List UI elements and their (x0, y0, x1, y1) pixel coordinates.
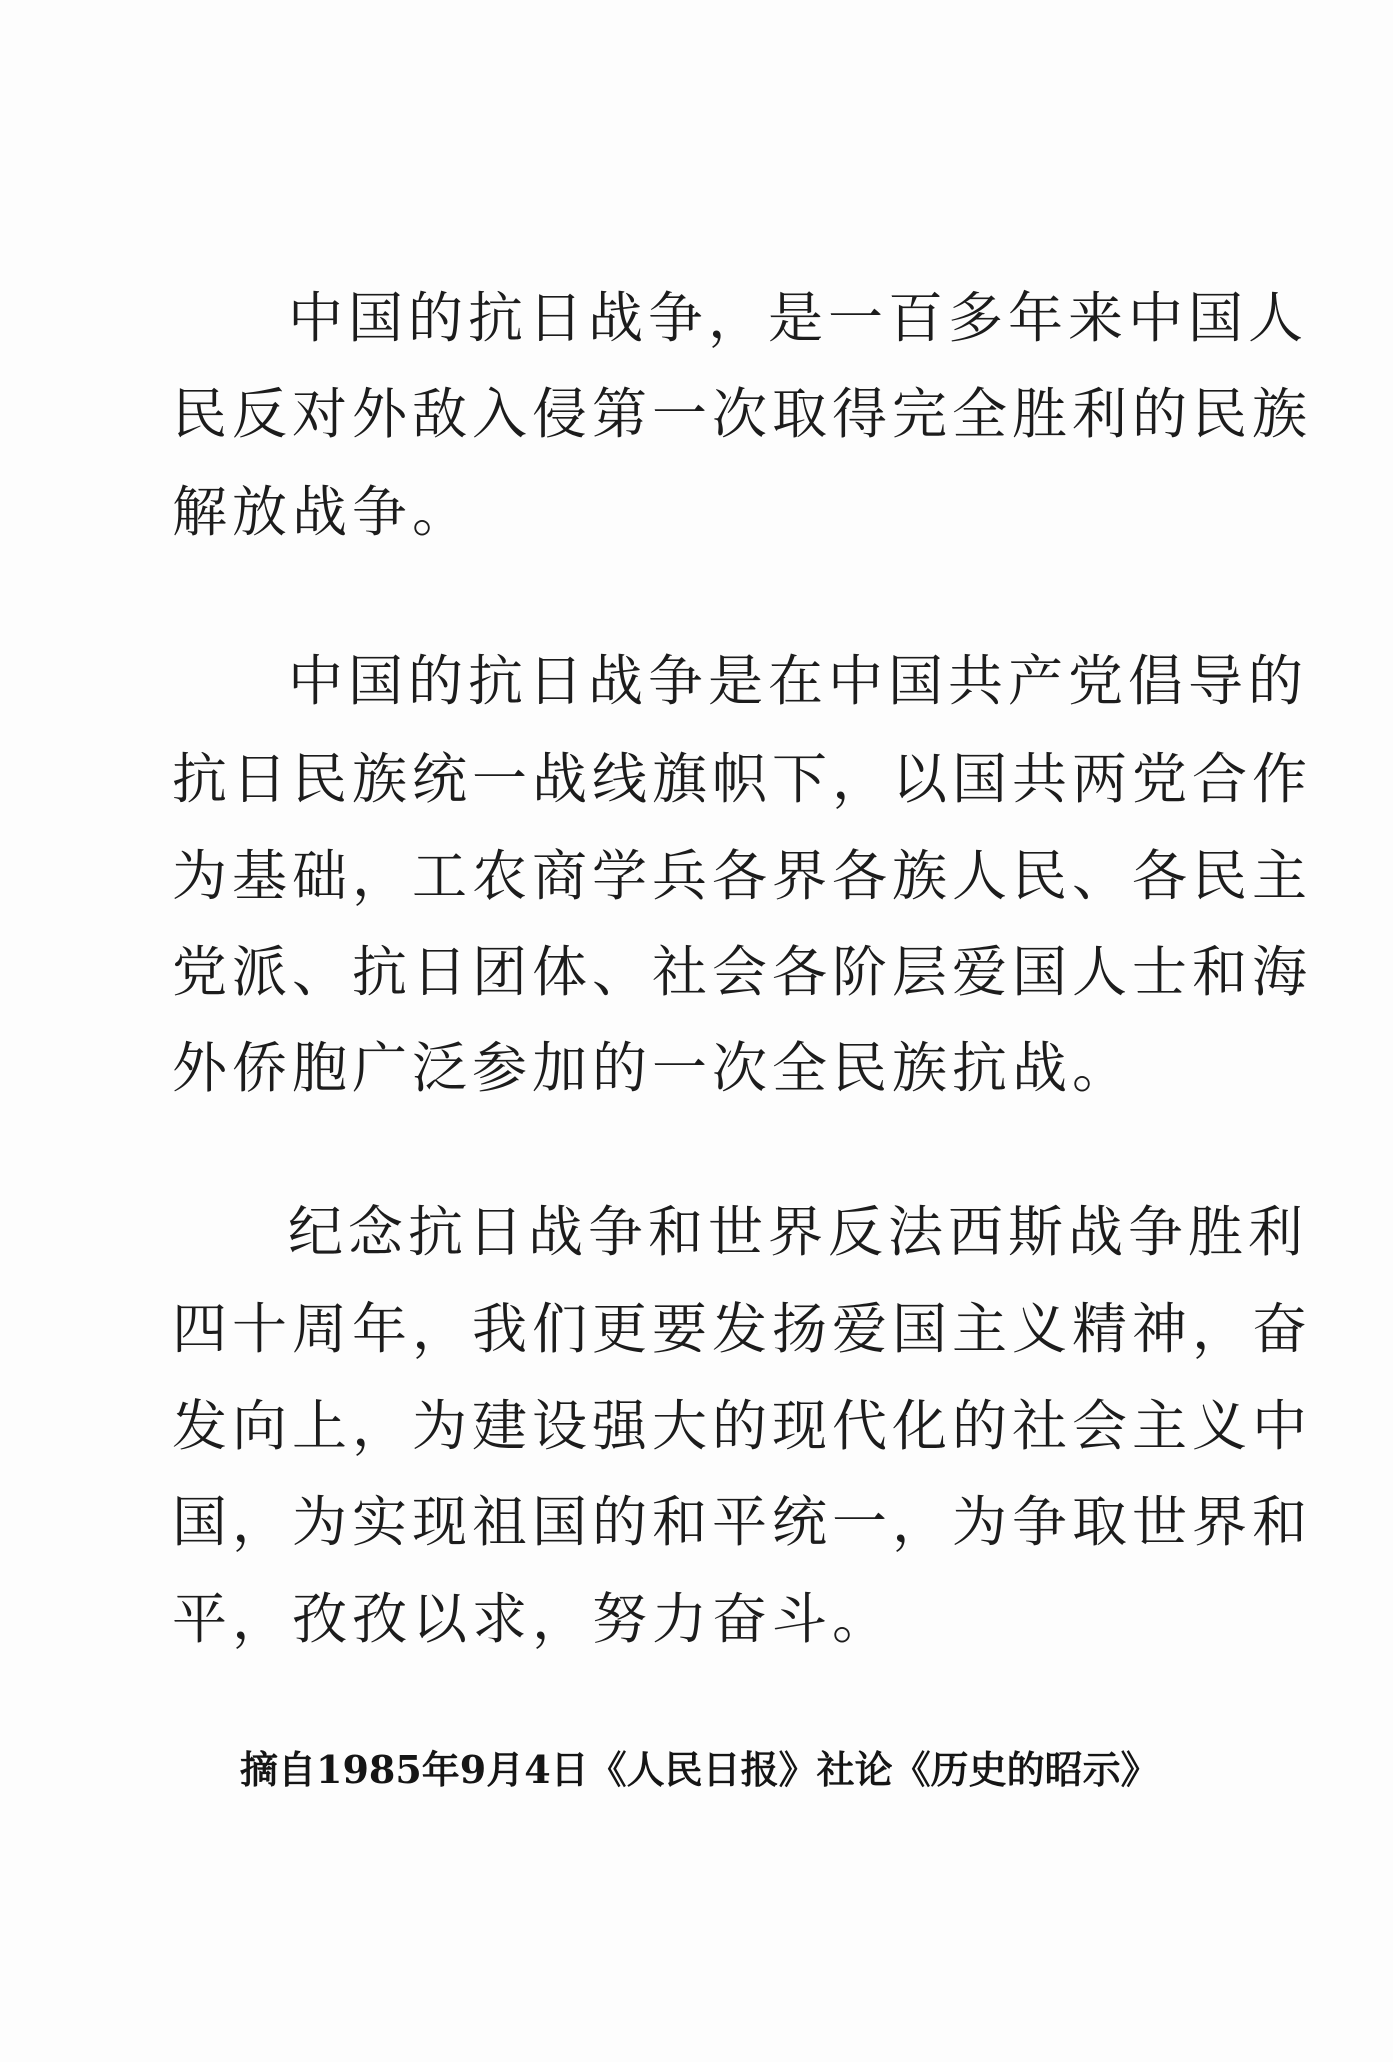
paragraph-line: 发向上，为建设强大的现代化的社会主义中 (172, 1394, 1313, 1458)
paragraph-line: 外侨胞广泛参加的一次全民族抗战。 (172, 1036, 1133, 1100)
paragraph-line: 中国的抗日战争，是一百多年来中国人 (288, 286, 1309, 350)
paragraph-line: 解放战争。 (172, 480, 473, 544)
source-attribution: 摘自1985年9月4日《人民日报》社论《历史的昭示》 (240, 1747, 1159, 1792)
paragraph-line: 纪念抗日战争和世界反法西斯战争胜利 (288, 1200, 1309, 1264)
paragraph-line: 民反对外敌入侵第一次取得完全胜利的民族 (172, 382, 1313, 446)
paragraph-line: 四十周年，我们更要发扬爱国主义精神，奋 (172, 1297, 1313, 1361)
paragraph-line: 平，孜孜以求，努力奋斗。 (172, 1587, 893, 1651)
paragraph-line: 国，为实现祖国的和平统一，为争取世界和 (172, 1490, 1313, 1554)
paragraph-line: 党派、抗日团体、社会各阶层爱国人士和海 (172, 940, 1313, 1004)
paragraph-line: 为基础，工农商学兵各界各族人民、各民主 (172, 844, 1313, 908)
paragraph-line: 中国的抗日战争是在中国共产党倡导的 (288, 649, 1309, 713)
paragraph-line: 抗日民族统一战线旗帜下，以国共两党合作 (172, 747, 1313, 811)
